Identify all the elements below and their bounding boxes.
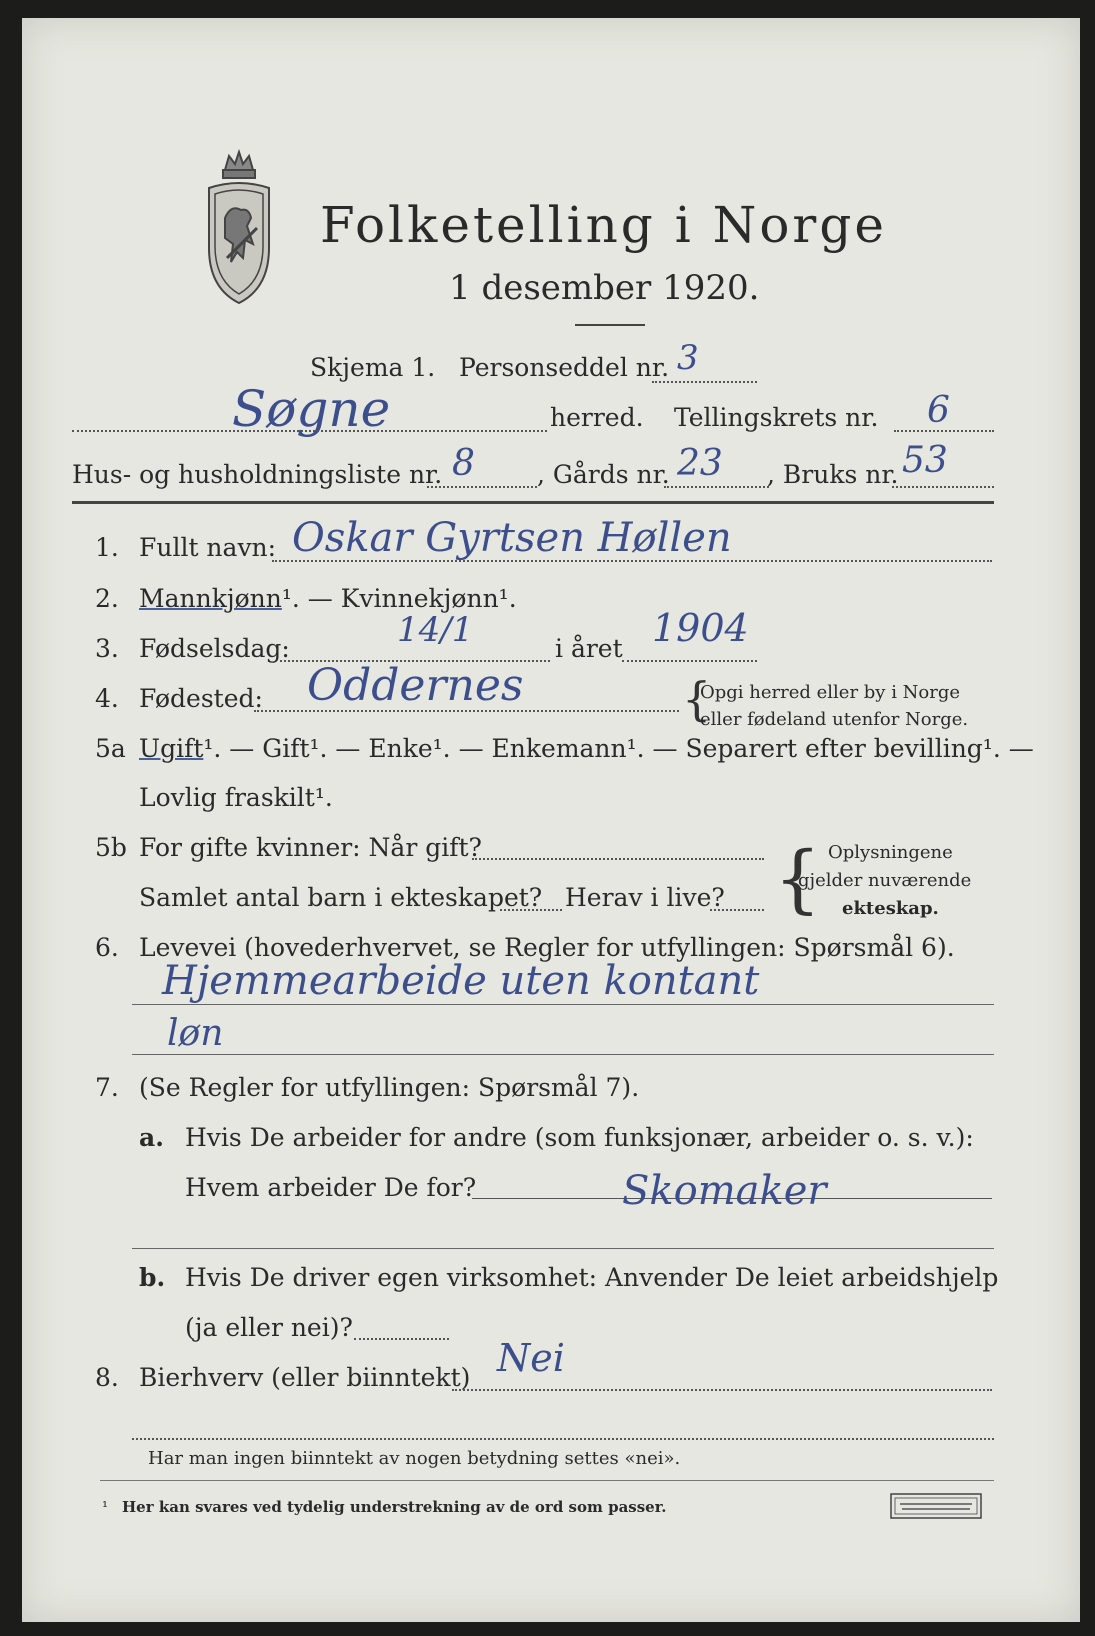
q8-label: Bierhverv (eller biinntekt) xyxy=(139,1363,471,1392)
q6-number: 6. xyxy=(95,933,119,962)
q5a-ugift: Ugift xyxy=(139,734,204,763)
census-date: 1 desember 1920. xyxy=(449,268,760,308)
q5b-line xyxy=(472,858,764,860)
q5a-line2: Lovlig fraskilt¹. xyxy=(139,783,333,812)
q3-year-value: 1904 xyxy=(652,606,749,650)
personseddel-line xyxy=(652,381,757,383)
personseddel-label: Personseddel nr. xyxy=(459,353,670,382)
bruks-line xyxy=(892,486,994,488)
printer-stamp-icon xyxy=(890,1493,982,1519)
census-form xyxy=(22,18,1080,1622)
q3-year-line xyxy=(622,660,757,662)
q6-label: Levevei (hovederhvervet, se Regler for utfyllingen: Spørsmål 6). xyxy=(139,933,955,962)
q5b-line-3 xyxy=(710,909,764,911)
q6-line-1 xyxy=(132,1004,994,1005)
q7a-line-2 xyxy=(132,1248,994,1249)
gards-label: , Gårds nr. xyxy=(537,460,670,489)
q7a-value: Skomaker xyxy=(622,1168,827,1214)
hus-label: Hus- og husholdningsliste nr. xyxy=(72,460,443,489)
q3-number: 3. xyxy=(95,634,119,663)
q4-label: Fødested: xyxy=(139,684,263,713)
q3-label: Fødselsdag: xyxy=(139,634,290,663)
herred-label: herred. xyxy=(550,403,644,432)
q5b-number: 5b xyxy=(95,833,127,862)
footer-rule xyxy=(100,1480,994,1481)
tellingskrets-value: 6 xyxy=(927,390,950,431)
personseddel-value: 3 xyxy=(677,338,699,378)
q3-year-label: i året xyxy=(555,634,623,663)
q7b-line xyxy=(354,1338,449,1340)
q1-label: Fullt navn: xyxy=(139,533,277,562)
hus-value: 8 xyxy=(452,443,475,484)
q5b-line-2 xyxy=(500,909,562,911)
footnote-mark: ¹ xyxy=(102,1498,109,1516)
q4-brace: { xyxy=(682,672,712,726)
norway-coat-of-arms-icon xyxy=(197,148,282,308)
schema-label: Skjema 1. xyxy=(310,353,436,382)
bruks-label: , Bruks nr. xyxy=(767,460,899,489)
q8-value: Nei xyxy=(497,1336,565,1380)
q2-separator: ¹. — xyxy=(281,584,341,613)
q4-note-1: Opgi herred eller by i Norge xyxy=(700,682,961,703)
q7-number: 7. xyxy=(95,1073,119,1102)
q7-label: (Se Regler for utfyllingen: Spørsmål 7). xyxy=(139,1073,640,1102)
gards-line xyxy=(664,486,769,488)
q7a-label-2: Hvem arbeider De for? xyxy=(185,1173,477,1202)
q6-value-line-2: løn xyxy=(167,1013,224,1054)
gards-value: 23 xyxy=(677,443,723,484)
q5b-note-2: gjelder nuværende xyxy=(798,870,972,891)
q6-value-line-1: Hjemmearbeide uten kontant xyxy=(162,958,760,1004)
q7b-number: b. xyxy=(139,1263,166,1292)
q5b-label-3: Herav i live? xyxy=(565,883,725,912)
q4-value: Oddernes xyxy=(307,660,524,711)
q1-value: Oskar Gyrtsen Høllen xyxy=(292,515,732,561)
q8-number: 8. xyxy=(95,1363,119,1392)
q2-number: 2. xyxy=(95,584,119,613)
tellingskrets-label: Tellingskrets nr. xyxy=(674,403,879,432)
form-title: Folketelling i Norge xyxy=(320,196,887,254)
q1-number: 1. xyxy=(95,533,119,562)
q2-options xyxy=(139,584,517,613)
q5b-brace: { xyxy=(774,836,822,922)
footer-note: Har man ingen biinntekt av nogen betydning settes «nei». xyxy=(148,1448,681,1469)
q8-line xyxy=(452,1389,992,1391)
q5b-note-3: ekteskap. xyxy=(842,898,939,919)
q5b-label: For gifte kvinner: Når gift? xyxy=(139,833,482,862)
q2-female: Kvinnekjønn¹. xyxy=(340,584,517,613)
q5a-options xyxy=(139,734,1034,763)
q7b-label-2: (ja eller nei)? xyxy=(185,1313,353,1342)
q5b-label-2: Samlet antal barn i ekteskapet? xyxy=(139,883,543,912)
q5b-note-1: Oplysningene xyxy=(828,842,953,863)
hus-line xyxy=(427,486,537,488)
q7b-label: Hvis De driver egen virksomhet: Anvender De leiet arbeidshjelp xyxy=(185,1263,999,1292)
q3-value: 14/1 xyxy=(397,610,474,650)
q7a-label: Hvis De arbeider for andre (som funksjonær, arbeider o. s. v.): xyxy=(185,1123,974,1152)
q4-note-2: eller fødeland utenfor Norge. xyxy=(700,709,969,730)
q2-male: Mannkjønn xyxy=(139,584,282,613)
q5a-rest: ¹. — Gift¹. — Enke¹. — Enkemann¹. — Separert efter bevilling¹. — xyxy=(203,734,1034,763)
q5a-number: 5a xyxy=(95,734,126,763)
q4-number: 4. xyxy=(95,684,119,713)
herred-line xyxy=(72,430,547,432)
header-rule xyxy=(72,501,994,504)
bruks-value: 53 xyxy=(902,440,948,481)
q8-line-2 xyxy=(132,1438,994,1440)
footnote: Her kan svares ved tydelig understrekning av de ord som passer. xyxy=(122,1498,667,1516)
herred-value: Søgne xyxy=(232,380,391,438)
title-divider xyxy=(575,324,645,326)
q6-line-2 xyxy=(132,1054,994,1055)
q7a-number: a. xyxy=(139,1123,164,1152)
